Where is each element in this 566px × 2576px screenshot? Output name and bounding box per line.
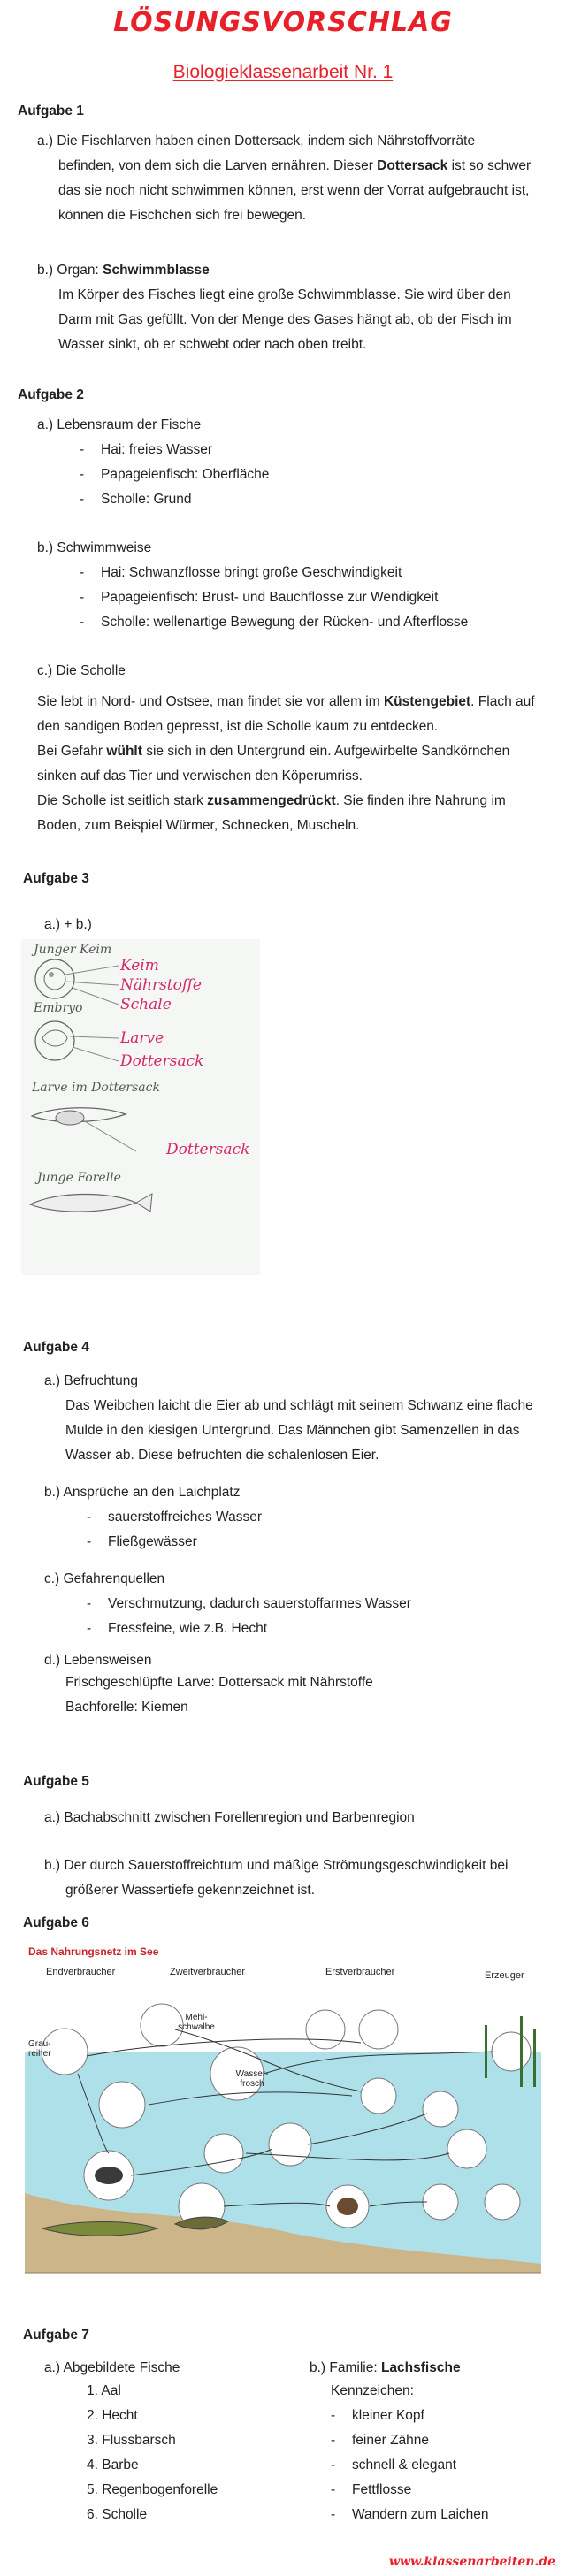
aufgabe-6-heading: Aufgabe 6 xyxy=(23,1915,89,1930)
a2-c-l2: den sandigen Boden gepresst, ist die Scholle kaum zu entdecken. xyxy=(37,719,439,734)
a4-b-label: b.) Ansprüche an den Laichplatz xyxy=(44,1485,241,1500)
a4-d-line: Bachforelle: Kiemen xyxy=(65,1700,188,1715)
page-subtitle: Biologieklassenarbeit Nr. 1 xyxy=(172,62,394,82)
a1-b-prefix: b.) xyxy=(37,263,54,278)
a4-c-label: c.) Gefahrenquellen xyxy=(44,1571,165,1586)
aufgabe-2-heading: Aufgabe 2 xyxy=(18,387,84,402)
a1-a-line2: befinden, von dem sich die Larven ernähren. Dieser xyxy=(58,158,373,173)
list-item: 5. Regenbogenforelle xyxy=(87,2482,218,2497)
a4-c-list xyxy=(87,1592,411,1641)
a1-b-bold: Schwimmblasse xyxy=(103,263,210,278)
fish-development-sketch xyxy=(21,939,260,1275)
a1-b-label: Organ: xyxy=(57,263,99,278)
aufgabe-5-heading: Aufgabe 5 xyxy=(23,1774,89,1789)
a2-c-l3c: sie sich in den Untergrund ein. Aufgewirbelte Sandkörnchen xyxy=(146,744,510,759)
list-item: - Verschmutzung, dadurch sauerstoffarmes Wasser xyxy=(87,1592,411,1617)
list-item: - Scholle: wellenartige Bewegung der Rücken- und Afterflosse xyxy=(80,610,468,635)
a1-a-bold: Dottersack xyxy=(377,158,448,173)
column-zweitverbraucher: Zweitverbraucher xyxy=(170,1967,245,1977)
a1-a-prefix: a.) xyxy=(37,134,54,149)
a2-c-l3b: wühlt xyxy=(106,744,142,759)
label-wasserfrosch: Wasser-frosch xyxy=(235,2069,269,2089)
a1-a-line3: das sie noch nicht schwimmen können, erst wenn der Vorrat aufgebraucht ist, xyxy=(58,183,530,198)
a1-a-line1: Die Fischlarven haben einen Dottersack, indem sich Nährstoffvorräte xyxy=(57,134,476,149)
a1-a-line2b: ist so schwer xyxy=(451,158,532,173)
food-web-diagram xyxy=(25,1945,541,2290)
a7-kennzeichen: Kennzeichen: xyxy=(331,2383,414,2398)
a4-d-label: d.) Lebensweisen xyxy=(44,1653,152,1668)
a5-b-line1: b.) Der durch Sauerstoffreichtum und mäßige Strömungsgeschwindigkeit bei xyxy=(44,1858,509,1873)
list-item: - Fließgewässer xyxy=(87,1530,262,1555)
list-item: - Papageienfisch: Oberfläche xyxy=(80,462,269,487)
a2-a-label: a.) Lebensraum der Fische xyxy=(37,417,202,432)
list-item: 1. Aal xyxy=(87,2383,121,2398)
food-web-illustration xyxy=(25,1990,541,2290)
sketch-label-schale: Schale xyxy=(120,996,172,1013)
column-endverbraucher: Endverbraucher xyxy=(46,1967,116,1977)
list-item: - Hai: Schwanzflosse bringt große Geschwindigkeit xyxy=(80,561,468,585)
a2-c-l6: Boden, zum Beispiel Würmer, Schnecken, Muscheln. xyxy=(37,818,360,833)
aufgabe-4-heading: Aufgabe 4 xyxy=(23,1340,89,1355)
aufgabe-7-heading: Aufgabe 7 xyxy=(23,2328,89,2343)
diagram-title: Das Nahrungsnetz im See xyxy=(28,1945,159,1958)
footer-site-link[interactable]: www.klassenarbeiten.de xyxy=(388,2555,555,2569)
a4-a-line: Das Weibchen laicht die Eier ab und schlägt mit seinem Schwanz eine flache xyxy=(65,1398,533,1413)
list-item: - Fettflosse xyxy=(331,2478,489,2503)
a7-a-label: a.) Abgebildete Fische xyxy=(44,2360,180,2375)
a4-b-list xyxy=(87,1505,262,1555)
a4-a-label: a.) Befruchtung xyxy=(44,1373,138,1388)
a1-a-line4: können die Fischchen sich frei bewegen. xyxy=(58,208,307,223)
sketch-label-junge-forelle: Junge Forelle xyxy=(37,1171,121,1185)
sketch-label-larve: Larve xyxy=(120,1029,164,1047)
list-item: - sauerstoffreiches Wasser xyxy=(87,1505,262,1530)
sketch-label-larve-im-dottersack: Larve im Dottersack xyxy=(32,1081,160,1095)
label-graureiher: Grau-reiher xyxy=(28,2039,51,2059)
aufgabe-1a xyxy=(37,129,559,228)
a2-c-l1a: Sie lebt in Nord- und Ostsee, man findet sie vor allem im xyxy=(37,694,380,709)
a4-d-line: Frischgeschlüpfte Larve: Dottersack mit Nährstoffe xyxy=(65,1675,373,1690)
a1-b-line2: Darm mit Gas gefüllt. Von der Menge des Gases hängt ab, ob der Fisch im xyxy=(58,312,512,327)
list-item: 3. Flussbarsch xyxy=(87,2433,176,2448)
a2-c-l5a: Die Scholle ist seitlich stark xyxy=(37,793,203,808)
a4-a-line: Mulde in den kiesigen Untergrund. Das Männchen gibt Samenzellen in das xyxy=(65,1423,520,1438)
sketch-label-junger-keim: Junger Keim xyxy=(34,943,112,957)
list-item: 4. Barbe xyxy=(87,2458,139,2473)
a7-b-bold: Lachsfische xyxy=(380,2360,461,2375)
aufgabe-3-heading: Aufgabe 3 xyxy=(23,871,89,886)
page-title: LÖSUNGSVORSCHLAG xyxy=(113,7,453,38)
a5-a-text: a.) Bachabschnitt zwischen Forellenregion und Barbenregion xyxy=(44,1810,415,1825)
list-item: - schnell & elegant xyxy=(331,2453,489,2478)
aufgabe-1-heading: Aufgabe 1 xyxy=(18,103,84,118)
a2-c-label: c.) Die Scholle xyxy=(37,663,126,678)
a5-b-line2: größerer Wassertiefe gekennzeichnet ist. xyxy=(65,1883,315,1898)
a2-c-l4: sinken auf das Tier und verwischen den Köperumriss. xyxy=(37,768,363,784)
a3-label: a.) + b.) xyxy=(44,917,92,932)
list-item: - Hai: freies Wasser xyxy=(80,438,269,462)
list-item: - Scholle: Grund xyxy=(80,487,269,512)
label-mehlschwalbe: Mehl-schwalbe xyxy=(178,2013,215,2032)
a4-d-text xyxy=(65,1670,373,1720)
a7-b-label xyxy=(310,2356,461,2381)
a4-a-text xyxy=(65,1394,561,1468)
list-item: - Fressfeine, wie z.B. Hecht xyxy=(87,1617,411,1641)
sketch-label-embryo: Embryo xyxy=(34,1001,83,1015)
sketch-label-naehrstoffe: Nährstoffe xyxy=(120,976,202,994)
list-item: - feiner Zähne xyxy=(331,2428,489,2453)
sketch-label-keim: Keim xyxy=(120,957,159,975)
a1-b-line1: Im Körper des Fisches liegt eine große Schwimmblasse. Sie wird über den xyxy=(58,287,511,302)
column-erstverbraucher: Erstverbraucher xyxy=(325,1967,395,1977)
sketch-label-dottersack-2: Dottersack xyxy=(166,1141,250,1158)
a2-a-list xyxy=(80,438,269,512)
a7-b-prefix: b.) Familie: xyxy=(310,2360,378,2375)
a2-c-l5b: zusammengedrückt xyxy=(207,793,336,808)
list-item: 2. Hecht xyxy=(87,2408,138,2423)
a2-c-l1b: Küstengebiet xyxy=(383,694,471,709)
a7-traits-list xyxy=(331,2404,489,2527)
a2-c-l1c: . Flach auf xyxy=(470,694,535,709)
a1-b-line3: Wasser sinkt, ob er schwebt oder nach oben treibt. xyxy=(58,337,367,352)
a4-a-line: Wasser ab. Diese befruchten die schalenlosen Eier. xyxy=(65,1448,379,1463)
a7-fish-list xyxy=(87,2379,218,2527)
list-item: 6. Scholle xyxy=(87,2507,148,2522)
a2-c-l5c: . Sie finden ihre Nahrung im xyxy=(335,793,506,808)
list-item: - kleiner Kopf xyxy=(331,2404,489,2428)
a2-c-paragraph xyxy=(37,690,559,838)
aufgabe-1b xyxy=(37,258,559,357)
column-erzeuger: Erzeuger xyxy=(485,1970,524,1981)
sketch-label-dottersack-1: Dottersack xyxy=(120,1052,204,1070)
a2-b-label: b.) Schwimmweise xyxy=(37,540,152,555)
a2-c-l3a: Bei Gefahr xyxy=(37,744,103,759)
a2-b-list xyxy=(80,561,468,635)
list-item: - Wandern zum Laichen xyxy=(331,2503,489,2527)
list-item: - Papageienfisch: Brust- und Bauchflosse zur Wendigkeit xyxy=(80,585,468,610)
a5-b-text xyxy=(44,1854,557,1903)
